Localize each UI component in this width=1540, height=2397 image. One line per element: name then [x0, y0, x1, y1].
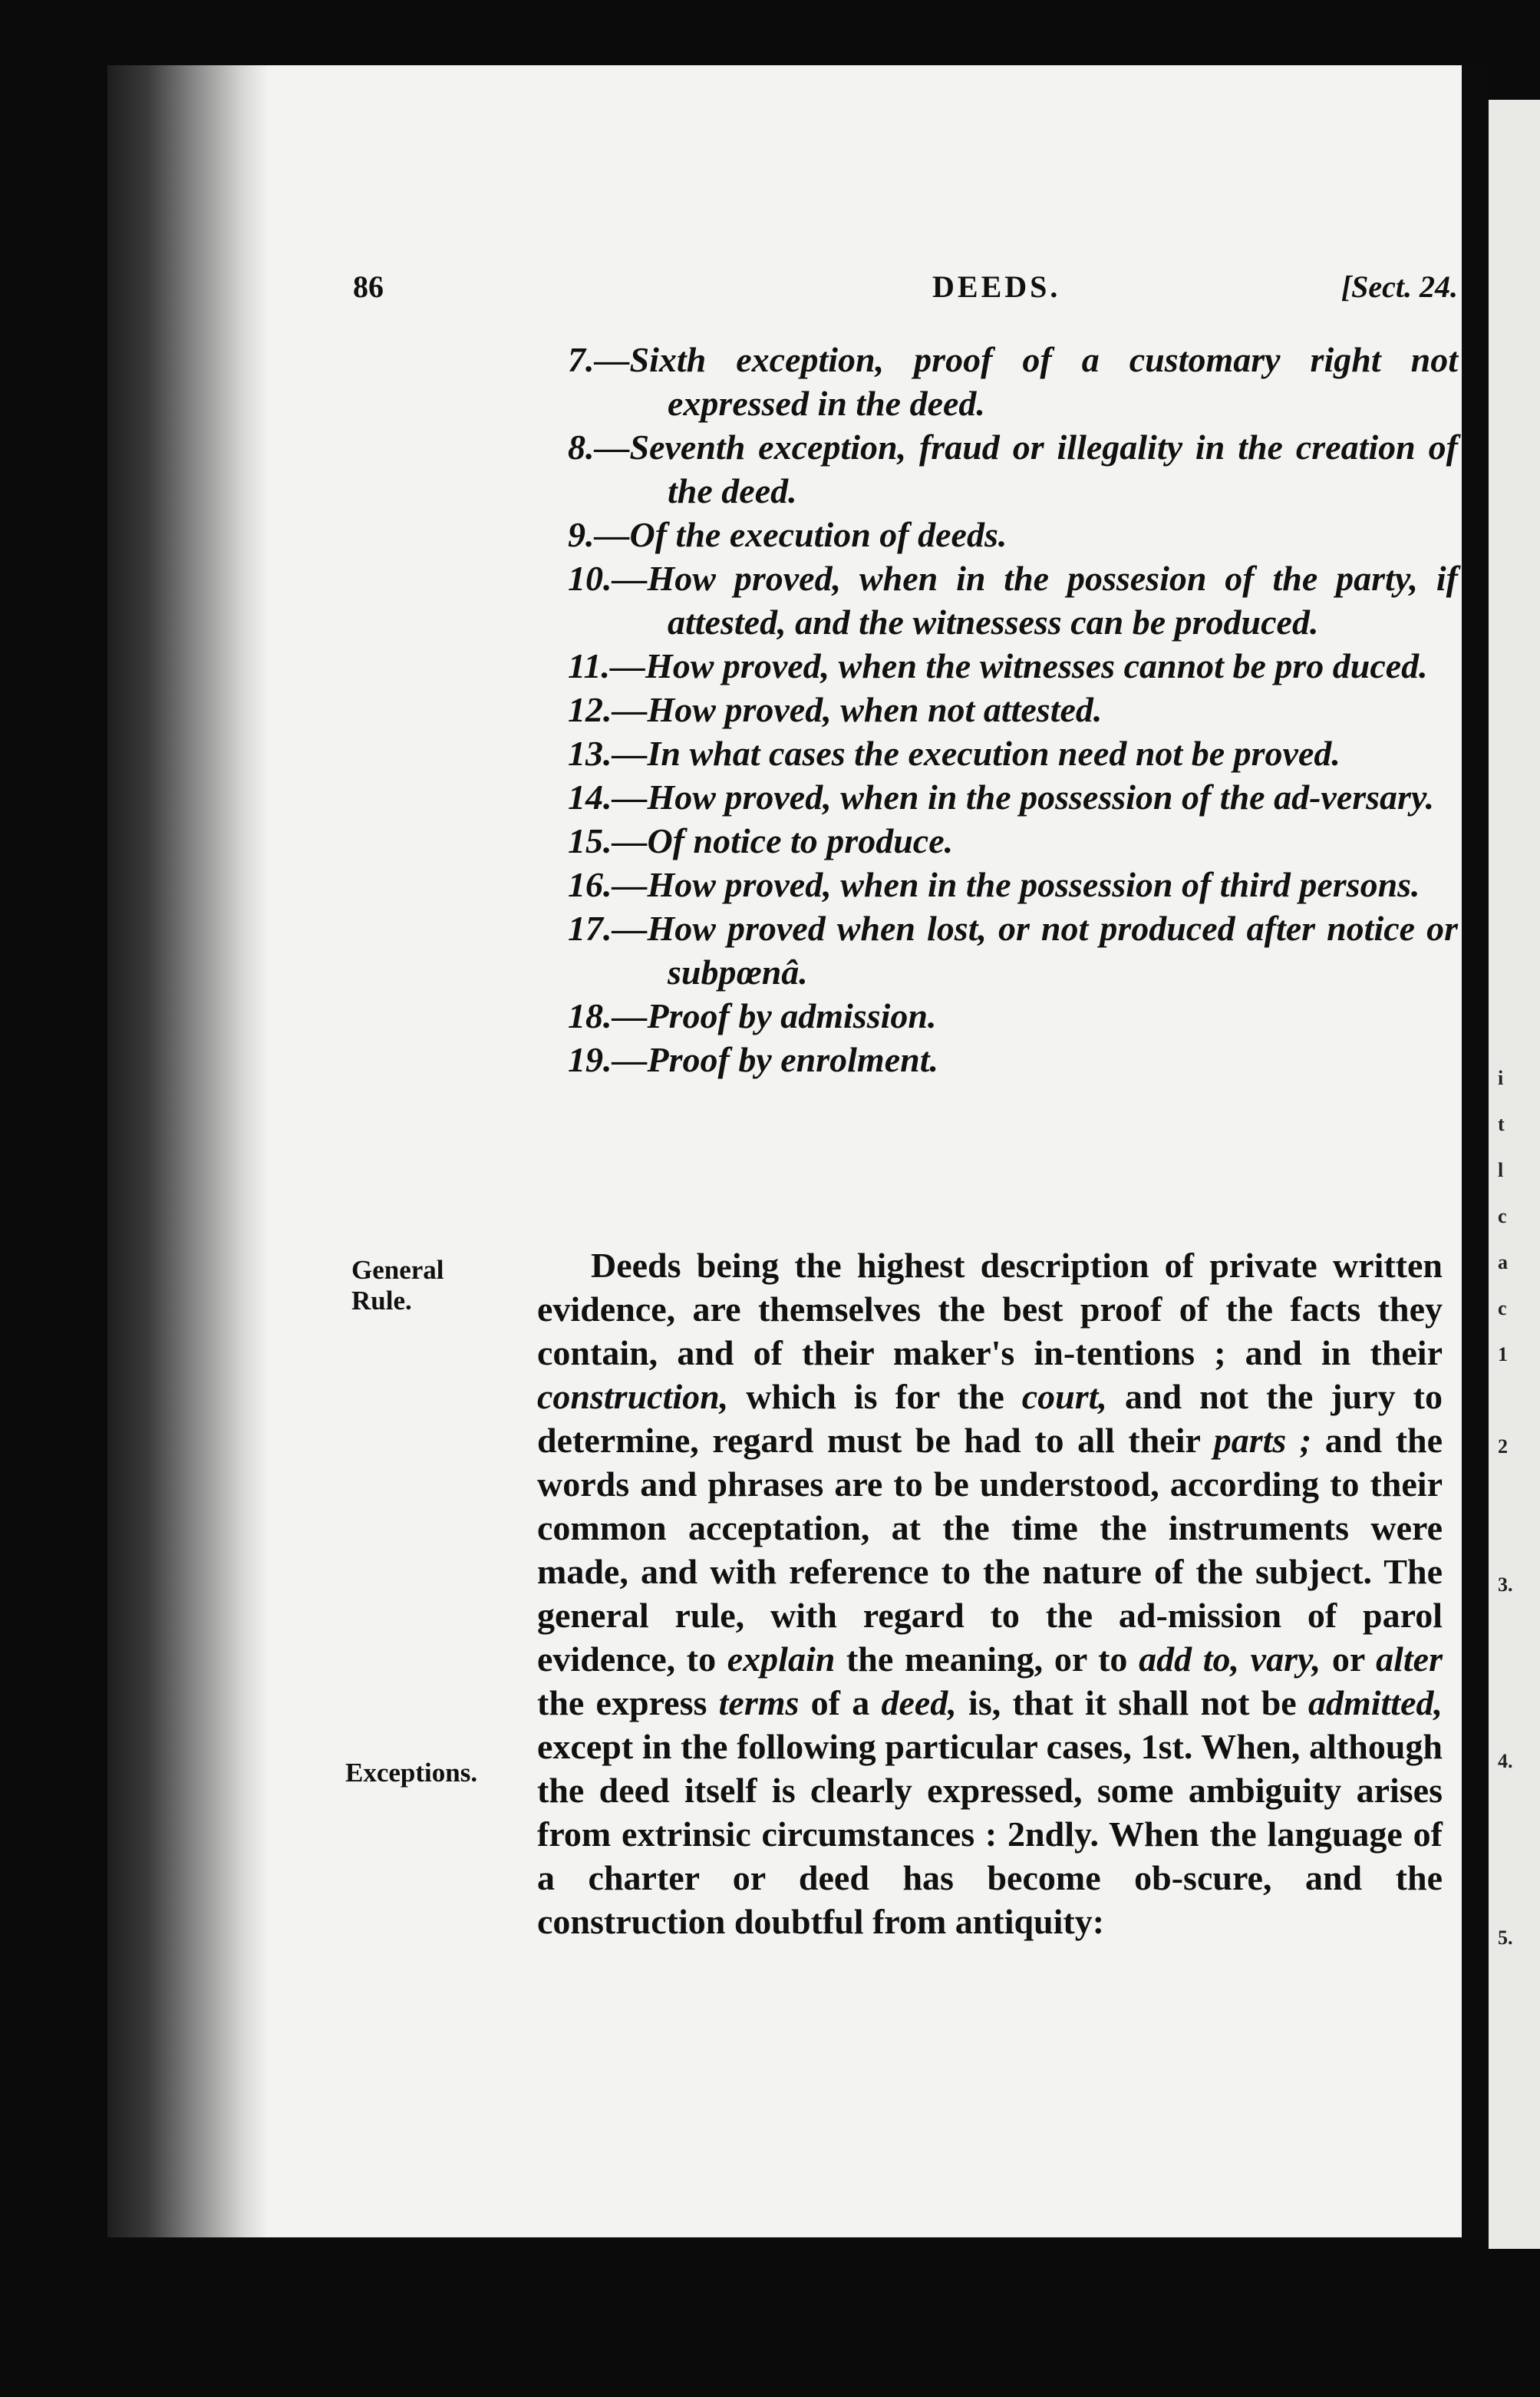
page-gutter-shadow	[107, 65, 269, 2237]
contents-item: 19.—Proof by enrolment.	[568, 1040, 938, 1079]
contents-item: 10.—How proved, when in the possesion of the party, if attested, and the witnessess can be produced.	[568, 559, 1458, 642]
body-text-run: Deeds being the highest description of private written evidence, are themselves the best proof of the facts they contain, and of their maker's in-tentions ; and in their	[537, 1246, 1443, 1372]
body-text-run: is, that it shall not be	[956, 1683, 1308, 1722]
item-text: Proof by enrolment.	[647, 1040, 938, 1079]
emphasis: parts ;	[1213, 1421, 1312, 1460]
contents-item: 7.—Sixth exception, proof of a customary right not expressed in the deed.	[568, 340, 1458, 423]
item-text: Proof by admission.	[647, 996, 937, 1035]
item-text: In what cases the execution need not be proved.	[647, 734, 1340, 773]
item-number: 15.	[568, 821, 612, 860]
emphasis: add to, vary,	[1139, 1639, 1321, 1679]
body-paragraph-block	[537, 1243, 1443, 1943]
page-number: 86	[353, 269, 384, 304]
facing-page-glyph: 4.	[1498, 1750, 1513, 1772]
item-text: How proved, when the witnesses cannot be pro duced.	[645, 646, 1428, 685]
body-text-run: or	[1321, 1639, 1377, 1679]
body-paragraph	[537, 1243, 1443, 1943]
facing-page-glyph: i	[1498, 1067, 1504, 1089]
contents-item: 12.—How proved, when not attested.	[568, 690, 1103, 729]
body-text-run: of a	[799, 1683, 882, 1722]
item-number: 13.	[568, 734, 612, 773]
contents-item: 16.—How proved, when in the possession of third persons.	[568, 865, 1420, 904]
margin-note-general-rule: General Rule.	[351, 1255, 444, 1316]
item-number: 8.	[568, 428, 595, 467]
item-number: 18.	[568, 996, 612, 1035]
body-text-run: and not the jury to determine, regard must be had to all their	[537, 1377, 1443, 1460]
item-number: 10.	[568, 559, 612, 598]
item-text: How proved when lost, or not produced after notice or subpœnâ.	[647, 909, 1458, 992]
body-text-run: which is for the	[728, 1377, 1022, 1416]
facing-page-glyph: 3.	[1498, 1573, 1513, 1596]
contents-item: 15.—Of notice to produce.	[568, 821, 954, 860]
section-label: [Sect. 24.	[1340, 269, 1458, 304]
emphasis: admitted,	[1308, 1683, 1443, 1722]
contents-item: 9.—Of the execution of deeds.	[568, 515, 1007, 554]
emphasis: deed,	[881, 1683, 957, 1722]
item-number: 9.	[568, 515, 595, 554]
running-title: DEEDS.	[932, 269, 1061, 304]
item-number: 14.	[568, 778, 612, 817]
item-text: Sixth exception, proof of a customary right not expressed in the deed.	[629, 340, 1458, 423]
margin-note-exceptions: Exceptions.	[345, 1758, 478, 1788]
emphasis: explain	[727, 1639, 836, 1679]
item-number: 7.	[568, 340, 595, 379]
emphasis: construction,	[537, 1377, 729, 1416]
facing-page-glyph: 2	[1498, 1435, 1508, 1458]
item-text: How proved, when in the possesion of the party, if attested, and the witnessess can be produced.	[647, 559, 1458, 642]
item-number: 19.	[568, 1040, 612, 1079]
facing-page-glyph: l	[1498, 1159, 1504, 1181]
item-text: How proved, when in the possession of the ad-versary.	[647, 778, 1435, 817]
facing-page-glyph: t	[1498, 1113, 1505, 1135]
page-edge-shadow	[1462, 65, 1489, 2237]
item-number: 12.	[568, 690, 612, 729]
facing-page-glyph: c	[1498, 1297, 1507, 1319]
facing-page-glyph: c	[1498, 1205, 1507, 1227]
contents-item: 17.—How proved when lost, or not produced after notice or subpœnâ.	[568, 909, 1458, 992]
item-number: 17.	[568, 909, 612, 948]
item-number: 11.	[568, 646, 610, 685]
item-text: Seventh exception, fraud or illegality in the creation of the deed.	[629, 428, 1458, 510]
emphasis: alter	[1376, 1639, 1443, 1679]
contents-item: 18.—Proof by admission.	[568, 996, 937, 1035]
facing-page-glyph: 1	[1498, 1343, 1508, 1365]
facing-page-glyph: a	[1498, 1251, 1508, 1273]
item-text: How proved, when in the possession of third persons.	[647, 865, 1420, 904]
body-text-run: except in the following particular cases, 1st. When, although the deed itself is clearly expressed, some ambiguity arises from extrinsic circumstances : 2ndly. When the language of a charter or deed has become ob-scure, and the construction doubtful from antiquity:	[537, 1727, 1443, 1941]
item-text: Of notice to produce.	[647, 821, 954, 860]
contents-item: 11.—How proved, when the witnesses cannot be pro duced.	[568, 646, 1428, 685]
body-text-run: the meaning, or to	[835, 1639, 1139, 1679]
page-header	[353, 269, 1458, 315]
section-contents-list	[568, 338, 1458, 1081]
item-number: 16.	[568, 865, 612, 904]
item-text: Of the execution of deeds.	[629, 515, 1007, 554]
emphasis: court,	[1021, 1377, 1107, 1416]
body-text-run: the express	[537, 1683, 719, 1722]
item-text: How proved, when not attested.	[647, 690, 1103, 729]
contents-item: 8.—Seventh exception, fraud or illegality in the creation of the deed.	[568, 428, 1458, 510]
facing-page-glyph: 5.	[1498, 1927, 1513, 1949]
facing-page-fragment	[1489, 100, 1540, 2249]
contents-item: 13.—In what cases the execution need not be proved.	[568, 734, 1340, 773]
body-text-run: and the words and phrases are to be understood, according to their common acceptation, at the time the instruments were made, and with reference to the nature of the subject. The general rule, with regard to the ad-mission of parol evidence, to	[537, 1421, 1443, 1679]
emphasis: terms	[718, 1683, 800, 1722]
contents-item: 14.—How proved, when in the possession of the ad-versary.	[568, 778, 1435, 817]
